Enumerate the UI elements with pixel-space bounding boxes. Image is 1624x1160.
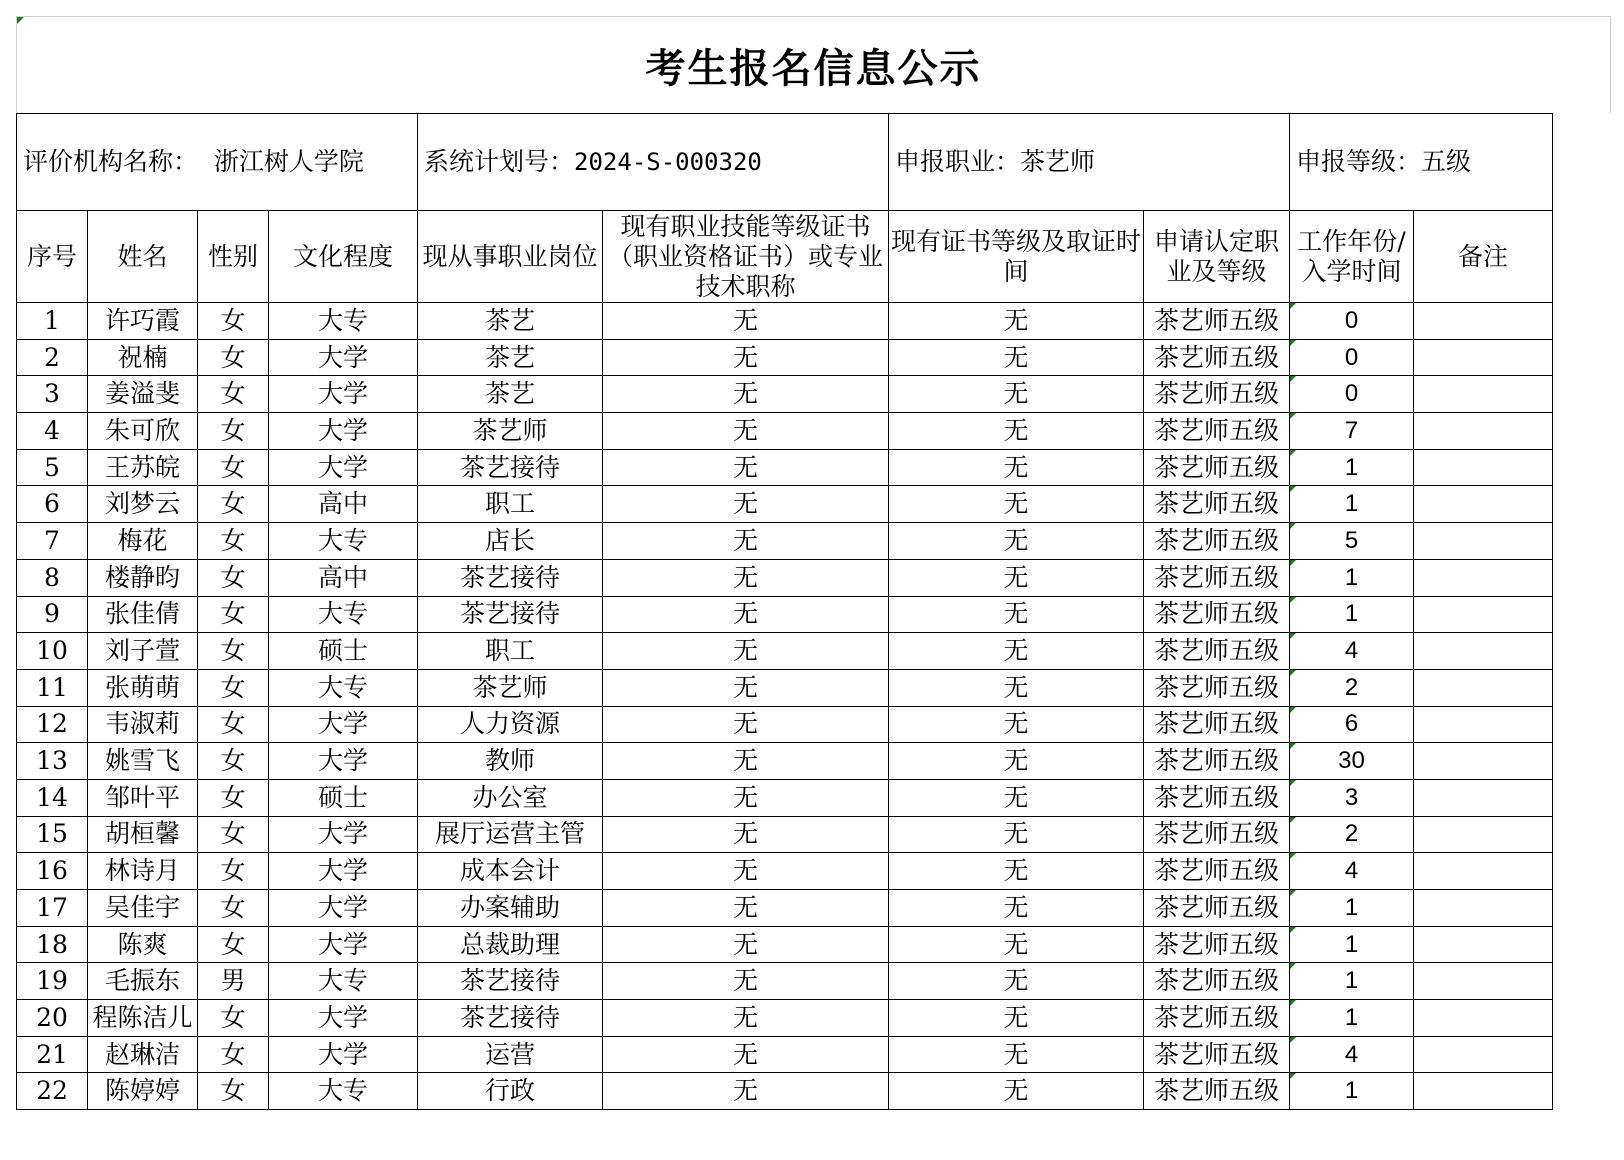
org-value: 浙江树人学院 xyxy=(213,147,364,176)
col-work-years-cell[interactable]: 7 xyxy=(1290,413,1414,450)
col-applied-occupation-cell[interactable]: 茶艺师五级 xyxy=(1144,559,1290,596)
col-index-cell[interactable]: 2 xyxy=(17,339,88,376)
col-work-years-cell[interactable]: 1 xyxy=(1290,596,1414,633)
col-applied-occupation-cell[interactable]: 茶艺师五级 xyxy=(1144,303,1290,340)
col-current-position-cell[interactable]: 职工 xyxy=(418,633,603,670)
col-gender-header[interactable]: 性别 xyxy=(198,211,269,303)
col-current-certificate-cell[interactable]: 无 xyxy=(603,743,889,780)
col-applied-occupation-cell[interactable]: 茶艺师五级 xyxy=(1144,816,1290,853)
col-index-cell[interactable]: 9 xyxy=(17,596,88,633)
col-gender-cell[interactable]: 女 xyxy=(198,596,269,633)
header-row xyxy=(17,211,1553,303)
col-education-cell[interactable]: 大专 xyxy=(269,1073,418,1110)
col-applied-occupation-cell[interactable]: 茶艺师五级 xyxy=(1144,413,1290,450)
col-education-cell[interactable]: 大学 xyxy=(269,853,418,890)
table-row xyxy=(17,339,1553,376)
col-applied-occupation-cell[interactable]: 茶艺师五级 xyxy=(1144,339,1290,376)
col-gender-cell[interactable]: 女 xyxy=(198,890,269,927)
col-certificate-level-date-cell[interactable]: 无 xyxy=(889,559,1144,596)
col-work-years-cell[interactable]: 1 xyxy=(1290,1000,1414,1037)
col-index-cell[interactable]: 20 xyxy=(17,1000,88,1037)
col-certificate-level-date-cell[interactable]: 无 xyxy=(889,816,1144,853)
col-remarks-cell[interactable] xyxy=(1414,413,1553,450)
col-certificate-level-date-header[interactable]: 现有证书等级及取证时间 xyxy=(889,211,1144,303)
col-index-cell[interactable]: 18 xyxy=(17,926,88,963)
col-remarks-cell[interactable] xyxy=(1414,1073,1553,1110)
table-row xyxy=(17,559,1553,596)
col-certificate-level-date-cell[interactable]: 无 xyxy=(889,779,1144,816)
col-education-cell[interactable]: 大学 xyxy=(269,376,418,413)
col-applied-occupation-cell[interactable]: 茶艺师五级 xyxy=(1144,706,1290,743)
col-index-cell[interactable]: 19 xyxy=(17,963,88,1000)
col-gender-cell[interactable]: 女 xyxy=(198,413,269,450)
col-certificate-level-date-cell[interactable]: 无 xyxy=(889,853,1144,890)
occupation-value: 茶艺师 xyxy=(1020,147,1096,176)
title-cell[interactable] xyxy=(16,16,1611,113)
col-current-certificate-cell[interactable]: 无 xyxy=(603,376,889,413)
table-row xyxy=(17,1073,1553,1110)
col-current-position-cell[interactable]: 人力资源 xyxy=(418,706,603,743)
col-work-years-cell[interactable]: 4 xyxy=(1290,853,1414,890)
col-education-cell[interactable]: 大学 xyxy=(269,926,418,963)
col-certificate-level-date-cell[interactable]: 无 xyxy=(889,633,1144,670)
col-gender-cell[interactable]: 女 xyxy=(198,706,269,743)
col-current-certificate-cell[interactable]: 无 xyxy=(603,413,889,450)
info-row xyxy=(17,114,1553,211)
col-remarks-cell[interactable] xyxy=(1414,339,1553,376)
table-row xyxy=(17,669,1553,706)
col-index-cell[interactable]: 3 xyxy=(17,376,88,413)
col-certificate-level-date-cell[interactable]: 无 xyxy=(889,339,1144,376)
col-name-cell[interactable]: 赵琳洁 xyxy=(88,1036,198,1073)
comment-marker-icon xyxy=(17,17,24,24)
col-current-certificate-cell[interactable]: 无 xyxy=(603,963,889,1000)
col-current-position-cell[interactable]: 成本会计 xyxy=(418,853,603,890)
col-education-cell[interactable]: 硕士 xyxy=(269,779,418,816)
col-name-cell[interactable]: 刘梦云 xyxy=(88,486,198,523)
plan-cell[interactable] xyxy=(418,114,889,211)
col-education-cell[interactable]: 硕士 xyxy=(269,633,418,670)
col-applied-occupation-cell[interactable]: 茶艺师五级 xyxy=(1144,1000,1290,1037)
col-current-certificate-cell[interactable]: 无 xyxy=(603,1000,889,1037)
table-row xyxy=(17,596,1553,633)
col-current-certificate-cell[interactable]: 无 xyxy=(603,816,889,853)
col-name-cell[interactable]: 姜溢斐 xyxy=(88,376,198,413)
table-row xyxy=(17,486,1553,523)
col-work-years-cell[interactable]: 1 xyxy=(1290,449,1414,486)
col-name-cell[interactable]: 刘子萱 xyxy=(88,633,198,670)
col-certificate-level-date-cell[interactable]: 无 xyxy=(889,376,1144,413)
col-index-cell[interactable]: 16 xyxy=(17,853,88,890)
col-gender-cell[interactable]: 女 xyxy=(198,1073,269,1110)
spreadsheet xyxy=(16,16,1611,1152)
col-name-cell[interactable]: 林诗月 xyxy=(88,853,198,890)
col-certificate-level-date-cell[interactable]: 无 xyxy=(889,449,1144,486)
col-gender-cell[interactable]: 女 xyxy=(198,779,269,816)
col-work-years-cell[interactable]: 4 xyxy=(1290,1036,1414,1073)
col-index-cell[interactable]: 21 xyxy=(17,1036,88,1073)
col-index-cell[interactable]: 12 xyxy=(17,706,88,743)
col-applied-occupation-cell[interactable]: 茶艺师五级 xyxy=(1144,486,1290,523)
col-current-position-cell[interactable]: 办公室 xyxy=(418,779,603,816)
col-remarks-cell[interactable] xyxy=(1414,596,1553,633)
col-name-cell[interactable]: 韦淑莉 xyxy=(88,706,198,743)
table-row xyxy=(17,633,1553,670)
table-row xyxy=(17,1036,1553,1073)
col-current-certificate-cell[interactable]: 无 xyxy=(603,853,889,890)
col-remarks-cell[interactable] xyxy=(1414,669,1553,706)
col-work-years-cell[interactable]: 2 xyxy=(1290,669,1414,706)
col-current-position-cell[interactable]: 展厅运营主管 xyxy=(418,816,603,853)
col-current-position-cell[interactable]: 茶艺接待 xyxy=(418,1000,603,1037)
col-remarks-cell[interactable] xyxy=(1414,743,1553,780)
col-index-cell[interactable]: 17 xyxy=(17,890,88,927)
table-row xyxy=(17,779,1553,816)
col-certificate-level-date-cell[interactable]: 无 xyxy=(889,523,1144,560)
col-name-cell[interactable]: 吴佳宇 xyxy=(88,890,198,927)
table-row xyxy=(17,303,1553,340)
col-work-years-cell[interactable]: 4 xyxy=(1290,633,1414,670)
col-remarks-cell[interactable] xyxy=(1414,926,1553,963)
col-current-certificate-cell[interactable]: 无 xyxy=(603,449,889,486)
col-remarks-cell[interactable] xyxy=(1414,559,1553,596)
col-education-cell[interactable]: 大学 xyxy=(269,1036,418,1073)
col-current-certificate-cell[interactable]: 无 xyxy=(603,596,889,633)
col-gender-cell[interactable]: 女 xyxy=(198,926,269,963)
col-applied-occupation-cell[interactable]: 茶艺师五级 xyxy=(1144,1073,1290,1110)
col-gender-cell[interactable]: 女 xyxy=(198,339,269,376)
col-education-cell[interactable]: 大学 xyxy=(269,743,418,780)
col-current-position-cell[interactable]: 茶艺接待 xyxy=(418,963,603,1000)
col-applied-occupation-cell[interactable]: 茶艺师五级 xyxy=(1144,596,1290,633)
page-title: 考生报名信息公示 xyxy=(645,45,982,92)
col-applied-occupation-cell[interactable]: 茶艺师五级 xyxy=(1144,890,1290,927)
table-row xyxy=(17,963,1553,1000)
col-current-certificate-cell[interactable]: 无 xyxy=(603,633,889,670)
registration-table xyxy=(16,113,1553,1110)
table-row xyxy=(17,890,1553,927)
col-certificate-level-date-cell[interactable]: 无 xyxy=(889,413,1144,450)
col-applied-occupation-cell[interactable]: 茶艺师五级 xyxy=(1144,523,1290,560)
col-remarks-header[interactable]: 备注 xyxy=(1414,211,1553,303)
col-education-cell[interactable]: 大学 xyxy=(269,413,418,450)
col-gender-cell[interactable]: 男 xyxy=(198,963,269,1000)
col-remarks-cell[interactable] xyxy=(1414,376,1553,413)
col-index-cell[interactable]: 10 xyxy=(17,633,88,670)
col-current-position-cell[interactable]: 职工 xyxy=(418,486,603,523)
col-index-cell[interactable]: 22 xyxy=(17,1073,88,1110)
col-current-position-cell[interactable]: 行政 xyxy=(418,1073,603,1110)
col-gender-cell[interactable]: 女 xyxy=(198,303,269,340)
col-name-cell[interactable]: 朱可欣 xyxy=(88,413,198,450)
col-name-cell[interactable]: 姚雪飞 xyxy=(88,743,198,780)
col-current-position-cell[interactable]: 总裁助理 xyxy=(418,926,603,963)
col-education-cell[interactable]: 大学 xyxy=(269,1000,418,1037)
col-name-cell[interactable]: 王苏皖 xyxy=(88,449,198,486)
col-current-position-cell[interactable]: 办案辅助 xyxy=(418,890,603,927)
col-work-years-cell[interactable]: 0 xyxy=(1290,339,1414,376)
col-education-cell[interactable]: 大专 xyxy=(269,523,418,560)
col-certificate-level-date-cell[interactable]: 无 xyxy=(889,303,1144,340)
col-certificate-level-date-cell[interactable]: 无 xyxy=(889,486,1144,523)
col-gender-cell[interactable]: 女 xyxy=(198,523,269,560)
col-current-certificate-cell[interactable]: 无 xyxy=(603,779,889,816)
col-current-certificate-header[interactable]: 现有职业技能等级证书（职业资格证书）或专业技术职称 xyxy=(603,211,889,303)
col-certificate-level-date-cell[interactable]: 无 xyxy=(889,706,1144,743)
col-current-position-cell[interactable]: 运营 xyxy=(418,1036,603,1073)
col-remarks-cell[interactable] xyxy=(1414,779,1553,816)
col-certificate-level-date-cell[interactable]: 无 xyxy=(889,963,1144,1000)
col-name-cell[interactable]: 毛振东 xyxy=(88,963,198,1000)
col-index-cell[interactable]: 1 xyxy=(17,303,88,340)
col-index-cell[interactable]: 5 xyxy=(17,449,88,486)
col-gender-cell[interactable]: 女 xyxy=(198,816,269,853)
col-applied-occupation-cell[interactable]: 茶艺师五级 xyxy=(1144,743,1290,780)
col-education-cell[interactable]: 大专 xyxy=(269,669,418,706)
col-current-certificate-cell[interactable]: 无 xyxy=(603,559,889,596)
col-applied-occupation-header[interactable]: 申请认定职业及等级 xyxy=(1144,211,1290,303)
col-education-cell[interactable]: 大学 xyxy=(269,816,418,853)
table-row xyxy=(17,449,1553,486)
col-work-years-cell[interactable]: 1 xyxy=(1290,559,1414,596)
col-gender-cell[interactable]: 女 xyxy=(198,633,269,670)
col-certificate-level-date-cell[interactable]: 无 xyxy=(889,1000,1144,1037)
col-education-cell[interactable]: 大学 xyxy=(269,890,418,927)
col-name-cell[interactable]: 祝楠 xyxy=(88,339,198,376)
col-work-years-cell[interactable]: 1 xyxy=(1290,926,1414,963)
col-index-cell[interactable]: 4 xyxy=(17,413,88,450)
col-gender-cell[interactable]: 女 xyxy=(198,1000,269,1037)
col-current-position-cell[interactable]: 茶艺接待 xyxy=(418,559,603,596)
col-index-cell[interactable]: 15 xyxy=(17,816,88,853)
col-certificate-level-date-cell[interactable]: 无 xyxy=(889,596,1144,633)
table-row xyxy=(17,743,1553,780)
col-work-years-cell[interactable]: 2 xyxy=(1290,816,1414,853)
col-gender-cell[interactable]: 女 xyxy=(198,853,269,890)
table-row xyxy=(17,926,1553,963)
col-gender-cell[interactable]: 女 xyxy=(198,376,269,413)
col-current-certificate-cell[interactable]: 无 xyxy=(603,706,889,743)
occupation-cell[interactable] xyxy=(889,114,1290,211)
org-label: 评价机构名称： xyxy=(23,147,199,176)
col-applied-occupation-cell[interactable]: 茶艺师五级 xyxy=(1144,669,1290,706)
col-remarks-cell[interactable] xyxy=(1414,890,1553,927)
col-index-cell[interactable]: 6 xyxy=(17,486,88,523)
col-applied-occupation-cell[interactable]: 茶艺师五级 xyxy=(1144,926,1290,963)
col-index-cell[interactable]: 14 xyxy=(17,779,88,816)
col-education-cell[interactable]: 大专 xyxy=(269,963,418,1000)
col-remarks-cell[interactable] xyxy=(1414,1000,1553,1037)
col-current-position-cell[interactable]: 茶艺 xyxy=(418,303,603,340)
table-row xyxy=(17,706,1553,743)
col-remarks-cell[interactable] xyxy=(1414,816,1553,853)
col-current-position-cell[interactable]: 茶艺 xyxy=(418,339,603,376)
col-education-cell[interactable]: 大专 xyxy=(269,303,418,340)
col-gender-cell[interactable]: 女 xyxy=(198,1036,269,1073)
col-education-cell[interactable]: 高中 xyxy=(269,486,418,523)
col-index-cell[interactable]: 13 xyxy=(17,743,88,780)
col-index-cell[interactable]: 11 xyxy=(17,669,88,706)
col-remarks-cell[interactable] xyxy=(1414,706,1553,743)
col-name-cell[interactable]: 陈爽 xyxy=(88,926,198,963)
col-work-years-cell[interactable]: 0 xyxy=(1290,376,1414,413)
col-current-position-cell[interactable]: 茶艺接待 xyxy=(418,596,603,633)
col-education-cell[interactable]: 大专 xyxy=(269,596,418,633)
col-work-years-cell[interactable]: 1 xyxy=(1290,963,1414,1000)
col-current-certificate-cell[interactable]: 无 xyxy=(603,303,889,340)
col-name-cell[interactable]: 邹叶平 xyxy=(88,779,198,816)
col-applied-occupation-cell[interactable]: 茶艺师五级 xyxy=(1144,1036,1290,1073)
col-work-years-cell[interactable]: 6 xyxy=(1290,706,1414,743)
col-certificate-level-date-cell[interactable]: 无 xyxy=(889,926,1144,963)
col-index-header[interactable]: 序号 xyxy=(17,211,88,303)
col-index-cell[interactable]: 7 xyxy=(17,523,88,560)
col-remarks-cell[interactable] xyxy=(1414,853,1553,890)
col-education-cell[interactable]: 大学 xyxy=(269,706,418,743)
col-name-cell[interactable]: 陈婷婷 xyxy=(88,1073,198,1110)
col-remarks-cell[interactable] xyxy=(1414,633,1553,670)
level-value: 五级 xyxy=(1421,147,1472,176)
table-row xyxy=(17,816,1553,853)
table-row xyxy=(17,853,1553,890)
col-name-cell[interactable]: 胡桓馨 xyxy=(88,816,198,853)
col-current-certificate-cell[interactable]: 无 xyxy=(603,1073,889,1110)
col-applied-occupation-cell[interactable]: 茶艺师五级 xyxy=(1144,633,1290,670)
col-applied-occupation-cell[interactable]: 茶艺师五级 xyxy=(1144,963,1290,1000)
col-current-position-cell[interactable]: 茶艺 xyxy=(418,376,603,413)
col-current-position-cell[interactable]: 茶艺师 xyxy=(418,669,603,706)
col-work-years-header[interactable]: 工作年份/入学时间 xyxy=(1290,211,1414,303)
col-work-years-cell[interactable]: 1 xyxy=(1290,890,1414,927)
col-name-header[interactable]: 姓名 xyxy=(88,211,198,303)
plan-label: 系统计划号： xyxy=(424,147,575,176)
col-certificate-level-date-cell[interactable]: 无 xyxy=(889,669,1144,706)
col-education-cell[interactable]: 高中 xyxy=(269,559,418,596)
col-name-cell[interactable]: 张萌萌 xyxy=(88,669,198,706)
col-remarks-cell[interactable] xyxy=(1414,303,1553,340)
col-remarks-cell[interactable] xyxy=(1414,1036,1553,1073)
col-work-years-cell[interactable]: 1 xyxy=(1290,1073,1414,1110)
col-gender-cell[interactable]: 女 xyxy=(198,669,269,706)
col-name-cell[interactable]: 许巧霞 xyxy=(88,303,198,340)
col-education-cell[interactable]: 大学 xyxy=(269,339,418,376)
col-education-header[interactable]: 文化程度 xyxy=(269,211,418,303)
col-work-years-cell[interactable]: 5 xyxy=(1290,523,1414,560)
col-remarks-cell[interactable] xyxy=(1414,523,1553,560)
col-gender-cell[interactable]: 女 xyxy=(198,559,269,596)
col-name-cell[interactable]: 张佳倩 xyxy=(88,596,198,633)
col-current-certificate-cell[interactable]: 无 xyxy=(603,1036,889,1073)
col-current-certificate-cell[interactable]: 无 xyxy=(603,926,889,963)
col-remarks-cell[interactable] xyxy=(1414,449,1553,486)
level-cell[interactable] xyxy=(1290,114,1553,211)
col-current-position-cell[interactable]: 茶艺接待 xyxy=(418,449,603,486)
level-label: 申报等级： xyxy=(1296,147,1422,176)
col-applied-occupation-cell[interactable]: 茶艺师五级 xyxy=(1144,779,1290,816)
org-cell[interactable] xyxy=(17,114,418,211)
col-remarks-cell[interactable] xyxy=(1414,963,1553,1000)
col-gender-cell[interactable]: 女 xyxy=(198,743,269,780)
col-current-certificate-cell[interactable]: 无 xyxy=(603,339,889,376)
col-applied-occupation-cell[interactable]: 茶艺师五级 xyxy=(1144,376,1290,413)
col-name-cell[interactable]: 梅花 xyxy=(88,523,198,560)
col-certificate-level-date-cell[interactable]: 无 xyxy=(889,1073,1144,1110)
col-current-position-cell[interactable]: 教师 xyxy=(418,743,603,780)
col-certificate-level-date-cell[interactable]: 无 xyxy=(889,743,1144,780)
col-work-years-cell[interactable]: 3 xyxy=(1290,779,1414,816)
table-row xyxy=(17,413,1553,450)
col-gender-cell[interactable]: 女 xyxy=(198,449,269,486)
col-current-certificate-cell[interactable]: 无 xyxy=(603,890,889,927)
occupation-label: 申报职业： xyxy=(895,147,1021,176)
col-education-cell[interactable]: 大学 xyxy=(269,449,418,486)
col-name-cell[interactable]: 楼静昀 xyxy=(88,559,198,596)
col-applied-occupation-cell[interactable]: 茶艺师五级 xyxy=(1144,449,1290,486)
col-current-position-header[interactable]: 现从事职业岗位 xyxy=(418,211,603,303)
table-row xyxy=(17,376,1553,413)
col-certificate-level-date-cell[interactable]: 无 xyxy=(889,1036,1144,1073)
col-work-years-cell[interactable]: 30 xyxy=(1290,743,1414,780)
col-name-cell[interactable]: 程陈洁儿 xyxy=(88,1000,198,1037)
col-index-cell[interactable]: 8 xyxy=(17,559,88,596)
col-current-position-cell[interactable]: 茶艺师 xyxy=(418,413,603,450)
col-work-years-cell[interactable]: 0 xyxy=(1290,303,1414,340)
col-work-years-cell[interactable]: 1 xyxy=(1290,486,1414,523)
col-gender-cell[interactable]: 女 xyxy=(198,486,269,523)
col-current-certificate-cell[interactable]: 无 xyxy=(603,669,889,706)
plan-value: 2024-S-000320 xyxy=(574,148,762,176)
table-row xyxy=(17,1000,1553,1037)
col-remarks-cell[interactable] xyxy=(1414,486,1553,523)
col-current-certificate-cell[interactable]: 无 xyxy=(603,523,889,560)
col-current-position-cell[interactable]: 店长 xyxy=(418,523,603,560)
col-applied-occupation-cell[interactable]: 茶艺师五级 xyxy=(1144,853,1290,890)
table-row xyxy=(17,523,1553,560)
col-certificate-level-date-cell[interactable]: 无 xyxy=(889,890,1144,927)
col-current-certificate-cell[interactable]: 无 xyxy=(603,486,889,523)
